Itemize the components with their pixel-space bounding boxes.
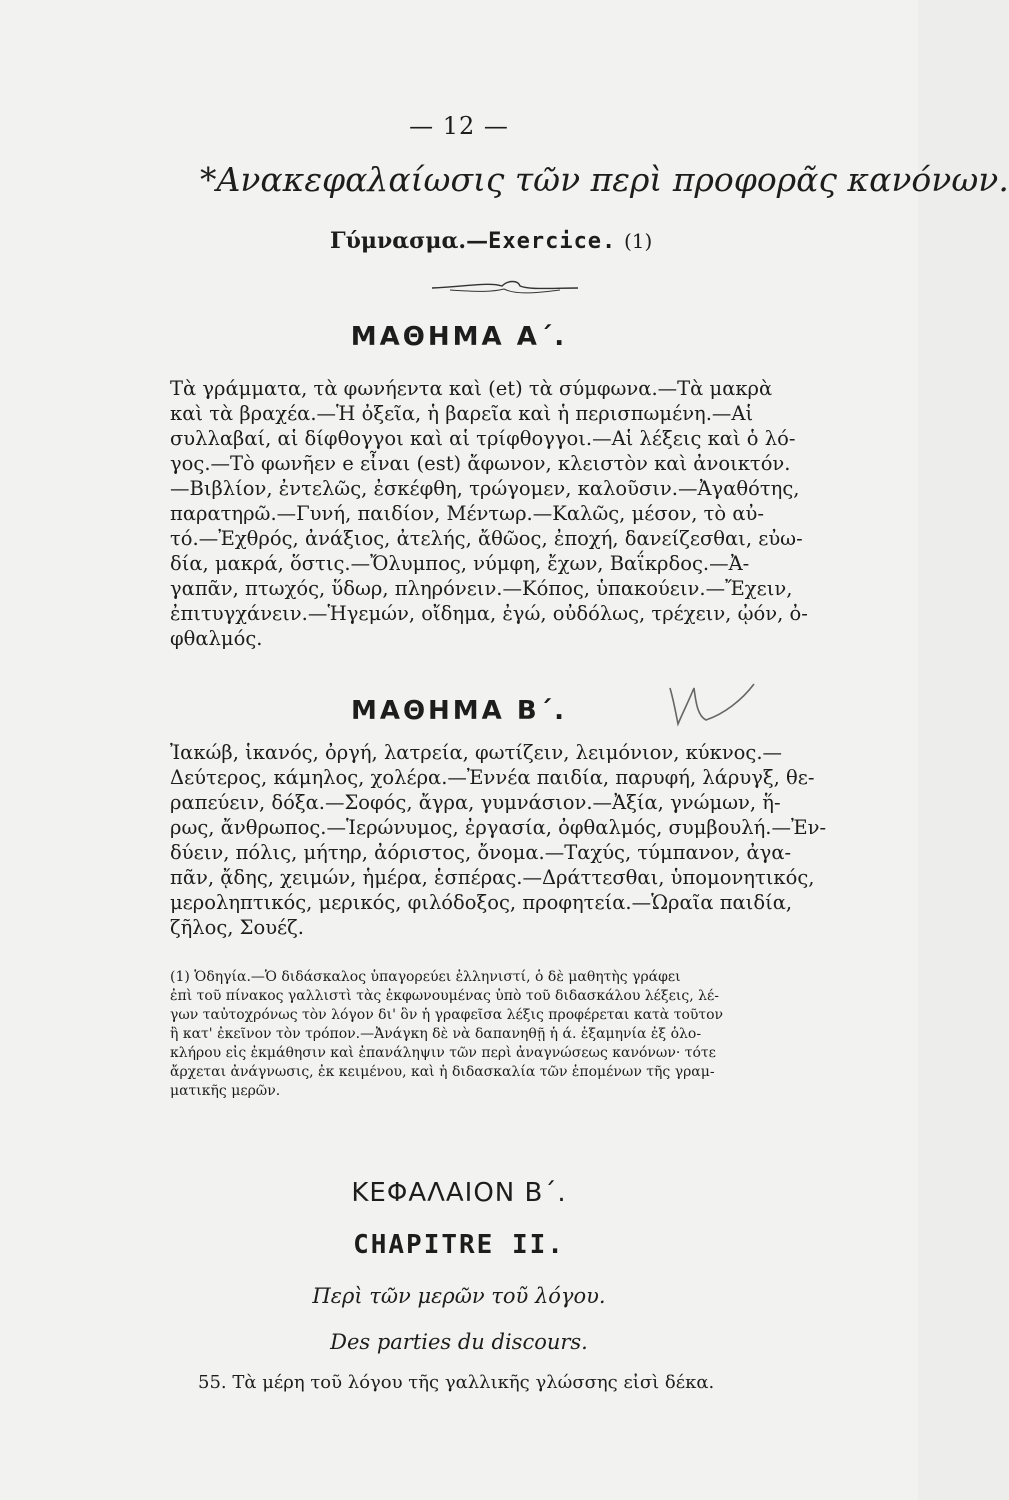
footnote-line: ματικῆς μερῶν. bbox=[170, 1083, 281, 1099]
text-line: τό.—Ἐχθρός, ἀνάξιος, ἀτελής, ἄθῶος, ἐποχή, δανείζεσθαι, εὐω- bbox=[170, 527, 803, 550]
footnote bbox=[170, 968, 860, 1101]
chapter-heading-greek: ΚΕΦΑΛΑΙΟΝ Β΄. bbox=[351, 1178, 567, 1208]
exercise-greek: Γύμνασμα.— bbox=[330, 228, 489, 254]
lesson-a-heading: ΜΑΘΗΜΑ Α΄. bbox=[350, 322, 568, 352]
lesson-b-heading: ΜΑΘΗΜΑ Β΄. bbox=[350, 696, 568, 726]
footnote-line: (1) Ὁδηγία.—Ὁ διδάσκαλος ὑπαγορεύει ἑλληνιστί, ὁ δὲ μαθητὴς γράφει bbox=[170, 969, 681, 985]
footnote-line: ἄρχεται ἀνάγνωσις, ἐκ κειμένου, καὶ ἡ διδασκαλία τῶν ἑπομένων τῆς γραμ- bbox=[170, 1064, 715, 1080]
footnote-line: ἐπὶ τοῦ πίνακος γαλλιστὶ τὰς ἐκφωνουμένας ὑπὸ τοῦ διδασκάλου λέξεις, λέ- bbox=[170, 988, 719, 1004]
text-line: ζῆλος, Σουέζ. bbox=[170, 916, 304, 939]
ornament-divider-icon bbox=[430, 276, 580, 300]
footnote-line: ἢ κατ' ἐκεῖνον τὸν τρόπον.—Ἀνάγκη δὲ νὰ δαπανηθῇ ἡ ά. ἑξαμηνία ἐξ ὁλο- bbox=[170, 1026, 702, 1042]
footnote-line: κλήρου εἰς ἐκμάθησιν καὶ ἐπανάληψιν τῶν περὶ ἀναγνώσεως κανόνων· τότε bbox=[170, 1045, 716, 1061]
paragraph-55: 55. Τὰ μέρη τοῦ λόγου τῆς γαλλικῆς γλώσσης εἰσὶ δέκα. bbox=[198, 1372, 715, 1393]
chapter-subtitle-french: Des parties du discours. bbox=[330, 1330, 588, 1354]
chapter-heading-french: CHAPITRE II. bbox=[353, 1230, 565, 1260]
text-line: ραπεύειν, δόξα.—Σοφός, ἄγρα, γυμνάσιον.—Ἀξία, γνώμων, ἥ- bbox=[170, 791, 781, 814]
text-line: συλλαβαί, αἱ δίφθογγοι καὶ αἱ τρίφθογγοι.—Αἱ λέξεις καὶ ὁ λό- bbox=[170, 427, 796, 450]
page-number: — 12 — bbox=[409, 112, 509, 140]
text-line: —Βιβλίον, ἐντελῶς, ἐσκέφθη, τρώγομεν, καλοῦσιν.—Ἀγαθότης, bbox=[170, 477, 800, 500]
text-line: μεροληπτικός, μερικός, φιλόδοξος, προφητεία.—Ὡραῖα παιδία, bbox=[170, 891, 793, 914]
handwritten-mark-icon bbox=[650, 680, 760, 730]
lesson-b-body bbox=[170, 740, 860, 940]
text-line: Τὰ γράμματα, τὰ φωνήεντα καὶ (et) τὰ σύμφωνα.—Τὰ μακρὰ bbox=[170, 377, 773, 400]
text-line: γος.—Τὸ φωνῆεν e εἶναι (est) ἄφωνον, κλειστὸν καὶ ἀνοικτόν. bbox=[170, 452, 791, 475]
text-line: Δεύτερος, κάμηλος, χολέρα.—Ἐννέα παιδία, παρυφή, λάρυγξ, θε- bbox=[170, 766, 815, 789]
text-line: γαπᾶν, πτωχός, ὕδωρ, πληρόνειν.—Κόπος, ὑπακούειν.—Ἔχειν, bbox=[170, 577, 793, 600]
text-line: πᾶν, ᾄδης, χειμών, ἡμέρα, ἑσπέρας.—Δράττεσθαι, ὑπομονητικός, bbox=[170, 866, 815, 889]
chapter-subtitle-greek: Περὶ τῶν μερῶν τοῦ λόγου. bbox=[312, 1284, 606, 1308]
lesson-a-body bbox=[170, 376, 860, 651]
text-line: φθαλμός. bbox=[170, 627, 263, 650]
text-line: Ἰακώβ, ἱκανός, ὀργή, λατρεία, φωτίζειν, λειμόνιον, κύκνος.— bbox=[170, 741, 783, 764]
text-line: ρως, ἄνθρωπος.—Ἱερώνυμος, ἐργασία, ὀφθαλμός, συμβουλή.—Ἐν- bbox=[170, 816, 827, 839]
exercise-french: Exercice. bbox=[488, 229, 617, 254]
footnote-line: γων ταὐτοχρόνως τὸν λόγον δι' ὃν ἡ γραφεῖσα λέξις προφέρεται κατὰ τοῦτον bbox=[170, 1007, 724, 1023]
text-line: καὶ τὰ βραχέα.—Ἡ ὀξεῖα, ἡ βαρεῖα καὶ ἡ περισπωμένη.—Αἱ bbox=[170, 402, 754, 425]
text-line: παρατηρῶ.—Γυνή, παιδίον, Μέντωρ.—Καλῶς, μέσον, τὸ αὐ- bbox=[170, 502, 764, 525]
text-line: δία, μακρά, ὅστις.—Ὄλυμπος, νύμφη, ἔχων, Βαΐκρδος.—Ἀ- bbox=[170, 552, 750, 575]
footnote-marker: (1) bbox=[623, 229, 653, 253]
exercise-heading bbox=[330, 228, 652, 254]
page-title: *Ανακεφαλαίωσις τῶν περὶ προφορᾶς κανόνων. bbox=[200, 160, 1009, 199]
text-line: δύειν, πόλις, μήτηρ, ἀόριστος, ὄνομα.—Ταχύς, τύμπανον, ἀγα- bbox=[170, 841, 792, 864]
text-line: ἐπιτυγχάνειν.—Ἡγεμών, οἴδημα, ἐγώ, οὐδόλως, τρέχειν, ᾠόν, ὀ- bbox=[170, 602, 808, 625]
